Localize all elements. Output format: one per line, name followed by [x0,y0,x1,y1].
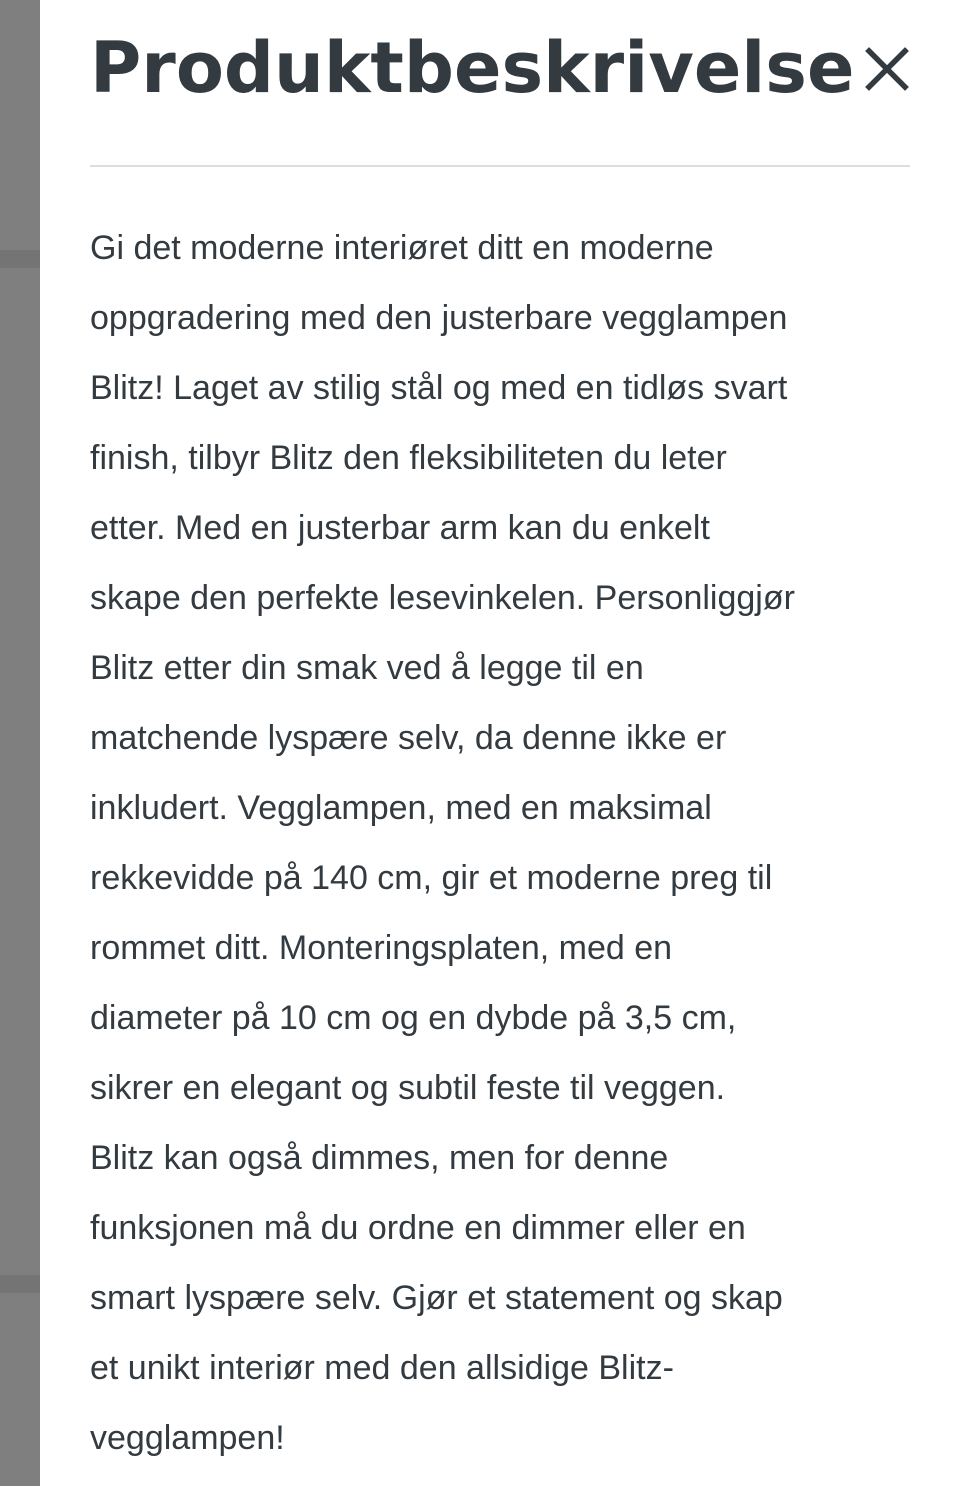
description-line: smart lyspære selv. Gjør et statement og skap [90,1279,783,1317]
description-line: etter. Med en justerbar arm kan du enkelt [90,509,710,547]
header-divider [90,165,910,167]
description-line: rekkevidde på 140 cm, gir et moderne preg til [90,859,773,897]
description-line: vegglampen! [90,1419,285,1457]
description-line: Blitz etter din smak ved å legge til en [90,649,644,687]
description-line: rommet ditt. Monteringsplaten, med en [90,929,673,967]
description-line: finish, tilbyr Blitz den fleksibiliteten du leter [90,439,727,477]
backdrop-shadow-band [0,250,40,268]
description-line: matchende lyspære selv, da denne ikke er [90,719,727,757]
description-line: diameter på 10 cm og en dybde på 3,5 cm, [90,999,737,1037]
description-line: Blitz kan også dimmes, men for denne [90,1139,669,1177]
drawer-header [90,0,910,166]
product-description-drawer [40,0,960,1486]
drawer-title: Produktbeskrivelse [90,27,855,109]
description-line: skape den perfekte lesevinkelen. Personliggjør [90,579,795,617]
page-backdrop-overlay[interactable] [0,0,40,1486]
description-line: inkludert. Vegglampen, med en maksimal [90,789,712,827]
close-button[interactable] [862,44,912,94]
description-line: et unikt interiør med den allsidige Blitz- [90,1349,674,1387]
description-line: funksjonen må du ordne en dimmer eller en [90,1209,746,1247]
backdrop-shadow-band [0,1275,40,1293]
product-description-text [90,213,910,1473]
description-line: sikrer en elegant og subtil feste til veggen. [90,1069,726,1107]
description-line: Gi det moderne interiøret ditt en moderne [90,229,714,267]
close-icon [862,44,912,94]
description-line: Blitz! Laget av stilig stål og med en tidløs svart [90,369,788,407]
description-line: oppgradering med den justerbare vegglampen [90,299,788,337]
